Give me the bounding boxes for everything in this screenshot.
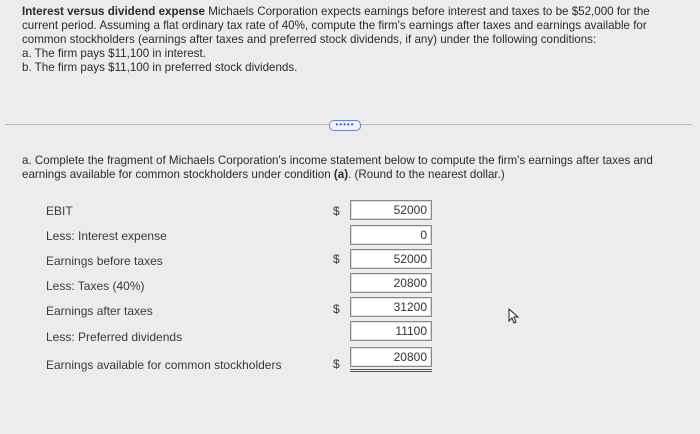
condition-a: a. The firm pays $11,100 in interest. <box>22 47 206 60</box>
interest-expense-input[interactable] <box>350 225 432 245</box>
preferred-dividends-value: 11100 <box>395 324 427 338</box>
row-label-earnings-before-taxes: Earnings before taxes <box>46 254 163 268</box>
taxes-value: 20800 <box>393 276 427 290</box>
row-label-preferred-dividends: Less: Preferred dividends <box>46 330 183 344</box>
condition-b: b. The firm pays $11,100 in preferred stock dividends. <box>22 61 298 74</box>
earnings-before-taxes-value: 52000 <box>393 252 427 266</box>
part-a-prompt-end: . (Round to the nearest dollar.) <box>348 168 505 181</box>
mouse-cursor-icon <box>508 308 522 324</box>
dollar-sign: $ <box>333 357 340 371</box>
part-a-prompt <box>22 154 692 182</box>
problem-statement <box>22 5 682 75</box>
dollar-sign: $ <box>333 252 340 266</box>
earnings-after-taxes-input[interactable] <box>350 297 432 317</box>
earnings-available-value: 20800 <box>393 350 427 364</box>
ebit-input[interactable] <box>350 200 432 220</box>
row-label-ebit: EBIT <box>46 204 73 218</box>
row-label-taxes: Less: Taxes (40%) <box>46 279 145 293</box>
dollar-sign: $ <box>333 302 340 316</box>
earnings-after-taxes-value: 31200 <box>393 300 427 314</box>
row-label-earnings-available: Earnings available for common stockholders <box>46 358 282 372</box>
earnings-available-input[interactable] <box>350 347 432 367</box>
part-a-prompt-start: a. Complete the fragment of Michaels Corporation's income statement below to compute the firm's earnings after taxes and earnings available for common stockholders under condition <box>22 154 653 181</box>
double-underline <box>350 371 432 372</box>
interest-expense-value: 0 <box>420 228 427 242</box>
expand-more-button[interactable]: ••••• <box>329 120 361 131</box>
problem-body: Michaels Corporation expects earnings before interest and taxes to be $52,000 for the current period. Assuming a flat ordinary tax rate of 40%, compute the firm's earnings after taxes and earnings available for common stockholders (earnings after taxes and preferred stock dividends, if any) under the following conditions: <box>22 5 650 46</box>
row-label-earnings-after-taxes: Earnings after taxes <box>46 304 153 318</box>
ebit-value: 52000 <box>393 203 427 217</box>
part-a-condition: (a) <box>333 168 349 181</box>
taxes-input[interactable] <box>350 273 432 293</box>
dollar-sign: $ <box>333 204 340 218</box>
earnings-before-taxes-input[interactable] <box>350 249 432 269</box>
preferred-dividends-input[interactable] <box>350 321 432 341</box>
double-underline <box>350 369 432 370</box>
row-label-interest-expense: Less: Interest expense <box>46 229 167 243</box>
problem-title: Interest versus dividend expense <box>22 5 205 18</box>
